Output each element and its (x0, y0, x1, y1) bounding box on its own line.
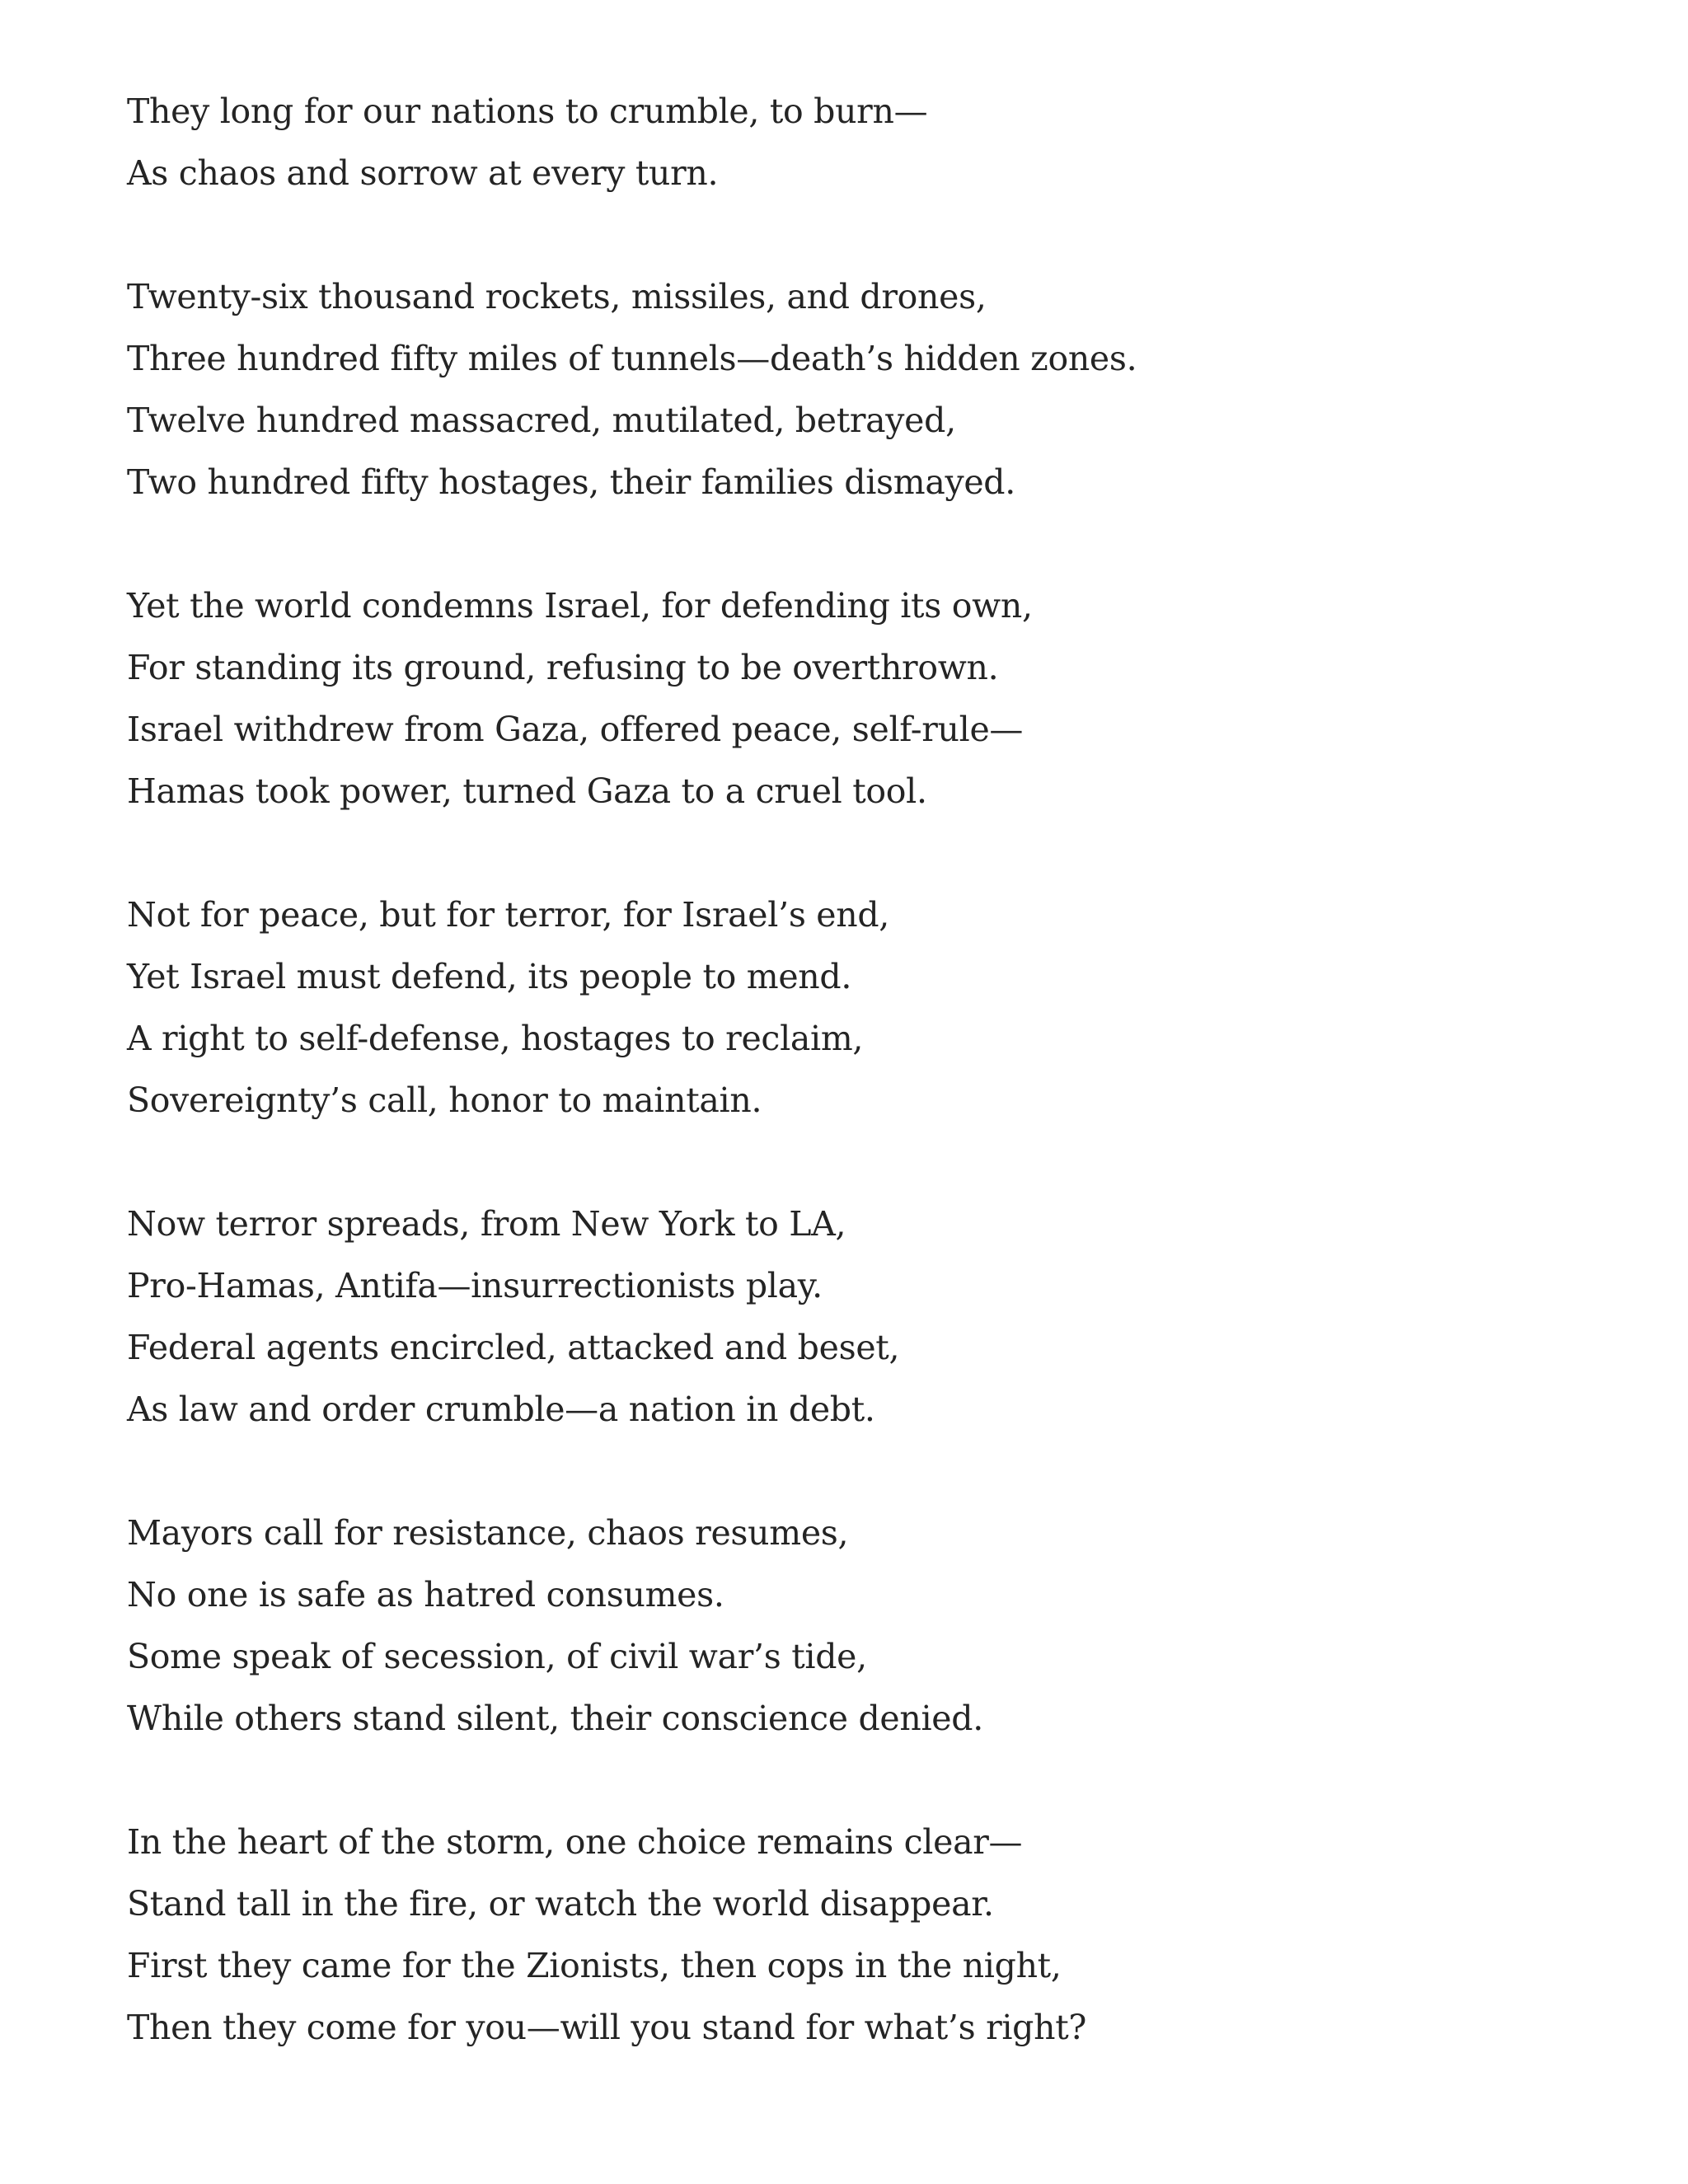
poem-line: Mayors call for resistance, chaos resumes, (127, 1513, 849, 1553)
poem-line: Sovereignty’s call, honor to maintain. (127, 1080, 762, 1120)
stanza-5 (127, 1193, 1578, 1441)
poem-line: Not for peace, but for terror, for Israel’s end, (127, 895, 890, 935)
poem-line: They long for our nations to crumble, to burn— (127, 91, 928, 131)
poem-line: In the heart of the storm, one choice remains clear— (127, 1822, 1023, 1862)
poem-line: Yet the world condemns Israel, for defending its own, (127, 586, 1033, 626)
poem-line: Hamas took power, turned Gaza to a cruel tool. (127, 771, 927, 811)
poem-line: While others stand silent, their conscience denied. (127, 1699, 983, 1738)
poem-line: Two hundred fifty hostages, their families dismayed. (127, 462, 1015, 502)
poem-body (127, 81, 1578, 2059)
poem-line: Pro-Hamas, Antifa—insurrectionists play. (127, 1266, 823, 1305)
poem-line: First they came for the Zionists, then cops in the night, (127, 1946, 1062, 1985)
poem-line: Stand tall in the fire, or watch the world disappear. (127, 1884, 994, 1924)
poem-line: Some speak of secession, of civil war’s tide, (127, 1637, 867, 1676)
stanza-1 (127, 81, 1578, 204)
poem-line: As chaos and sorrow at every turn. (127, 153, 719, 193)
stanza-4 (127, 884, 1578, 1132)
stanza-3 (127, 575, 1578, 823)
stanza-7 (127, 1811, 1578, 2059)
poem-line: Federal agents encircled, attacked and beset, (127, 1328, 900, 1367)
poem-line: Twelve hundred massacred, mutilated, betrayed, (127, 401, 956, 440)
poem-line: Now terror spreads, from New York to LA, (127, 1204, 846, 1244)
poem-line: Yet Israel must defend, its people to mend. (127, 957, 852, 996)
poem-line: Three hundred fifty miles of tunnels—death’s hidden zones. (127, 339, 1137, 378)
poem-line: For standing its ground, refusing to be overthrown. (127, 648, 999, 687)
poem-line: Israel withdrew from Gaza, offered peace, self-rule— (127, 710, 1024, 749)
poem-line: A right to self-defense, hostages to reclaim, (127, 1019, 864, 1058)
stanza-2 (127, 266, 1578, 513)
poem-line: No one is safe as hatred consumes. (127, 1575, 724, 1615)
stanza-6 (127, 1502, 1578, 1750)
poem-line: Twenty-six thousand rockets, missiles, and drones, (127, 277, 987, 316)
poem-line: Then they come for you—will you stand for what’s right? (127, 2008, 1087, 2047)
poem-line: As law and order crumble—a nation in debt. (127, 1390, 875, 1429)
